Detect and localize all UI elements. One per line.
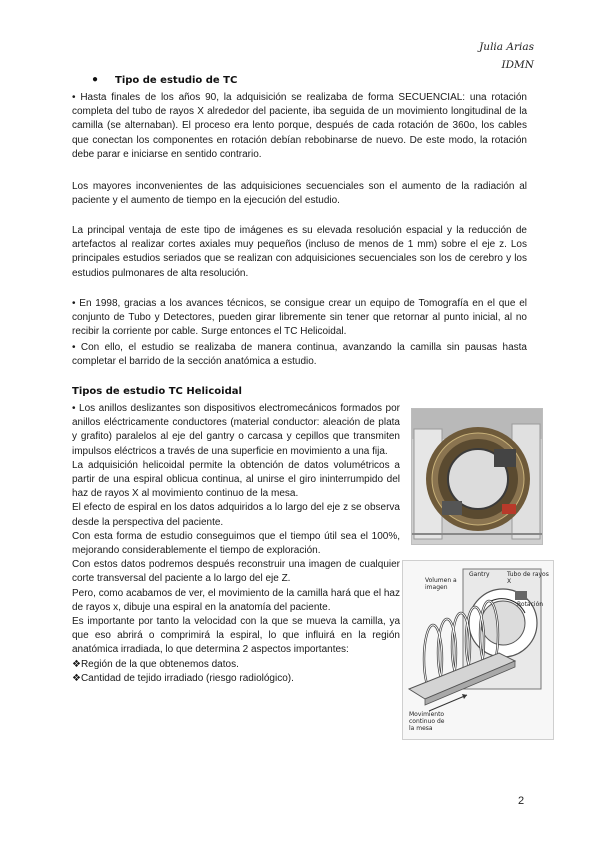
gantry-photo-illustration bbox=[412, 409, 542, 544]
paragraph-tiempo-util: Con esta forma de estudio conseguimos que el tiempo útil sea el 100%, mejorando considerablemente el tiempo de exploración. bbox=[72, 530, 400, 557]
label-movimiento-mesa: Movimiento continuo de la mesa bbox=[409, 711, 445, 732]
gantry-photo bbox=[411, 408, 543, 545]
paragraph-reconstruir: Con estos datos podremos después reconstruir una imagen de cualquier corte transversal del paciente a lo largo del eje Z. bbox=[72, 559, 400, 585]
paragraph-velocidad: Es importante por tanto la velocidad con la que se mueva la camilla, ya que eso abrirá o comprimirá la espiral, lo que influirá en la región anatómica irradiada, lo que determina 2 aspectos importantes: bbox=[72, 616, 400, 656]
list-item: ❖Región de la que obtenemos datos. bbox=[72, 658, 239, 670]
course-name: IDMN bbox=[501, 59, 534, 71]
paragraph-1998: • En 1998, gracias a los avances técnicos, se consigue crear un equipo de Tomografía en el que el conjunto de Tubo y Detectores, pueden girar libremente sin tener que retornar al punto inicial, al no recibir la corriente por cable. Surge entonces el TC Helicoidal. bbox=[72, 298, 527, 338]
helicoidal-text-column bbox=[72, 402, 400, 686]
paragraph-camilla: Pero, como acabamos de ver, el movimiento de la camilla hará que el haz de rayos x, dibuje una espiral en la anatomía del paciente. bbox=[72, 587, 400, 613]
paragraph-secuencial: • Hasta finales de los años 90, la adquisición se realizaba de forma SECUENCIAL: una rotación completa del tubo de rayos X alrededor del paciente, iba seguida de un movimiento longitudinal de la camilla (se alternaban). El proceso era lento porque, después de cada rotación de 360o, los cables que conectan los componentes en rotación debían rebobinarse de nuevo. De este modo, la rotación debe parar e iniciarse en sentido contrario. bbox=[72, 92, 527, 160]
page-number: 2 bbox=[518, 795, 525, 807]
paragraph-inconvenientes: Los mayores inconvenientes de las adquisiciones secuenciales son el aumento de la radiación al paciente y el aumento de tiempo en la ejecución del estudio. bbox=[72, 181, 527, 207]
paragraph-continuo: • Con ello, el estudio se realizaba de manera continua, avanzando la camilla sin pausas hasta completar el barrido de la sección anatómica a estudio. bbox=[72, 342, 527, 368]
paragraph-efecto-espiral: El efecto de espiral en los datos adquiridos a lo largo del eje z se observa desde la perspectiva del paciente. bbox=[72, 502, 400, 528]
helical-scan-diagram bbox=[402, 560, 554, 740]
list-item: ❖Cantidad de tejido irradiado (riesgo radiológico). bbox=[72, 672, 294, 684]
paragraph-adquisicion: La adquisición helicoidal permite la obtención de datos volumétricos a partir de una espiral oblicua continua, al unirse el giro ininterrumpido del haz de rayos X al movimiento continuo de la mesa. bbox=[72, 459, 400, 500]
section-bullet: ● bbox=[92, 74, 99, 85]
label-rotacion: Rotación bbox=[517, 601, 544, 608]
paragraph-anillos: • Los anillos deslizantes son dispositivos electromecánicos formados por anillos eléctricamente conductores (material conductor: aleación de plata y grafito) paralelos al eje del gantry o carcasa y cepillos que transmiten impulsos eléctricos a través de una superficie en movimiento a una fija. bbox=[72, 403, 400, 457]
label-gantry: Gantry bbox=[469, 571, 490, 578]
section-title-helicoidal: Tipos de estudio TC Helicoidal bbox=[72, 386, 242, 397]
section-title-tipo-estudio: Tipo de estudio de TC bbox=[115, 75, 238, 86]
label-volumen-imagen: Volumen a imagen bbox=[425, 577, 457, 591]
paragraph-ventaja: La principal ventaja de este tipo de imágenes es su elevada resolución espacial y la reducción de artefactos al realizar cortes axiales muy pequeños (incluso de menos de 1 mm) sobre el eje z. Los principales estudios seriados que se realizan con adquisiciones secuenciales son los de cerebro y los estudios pulmonares de alta resolución. bbox=[72, 225, 527, 279]
page-header bbox=[479, 38, 534, 74]
label-tubo-rayos-x: Tubo de rayos X bbox=[507, 571, 549, 585]
author-name: Julia Arias bbox=[479, 41, 534, 53]
